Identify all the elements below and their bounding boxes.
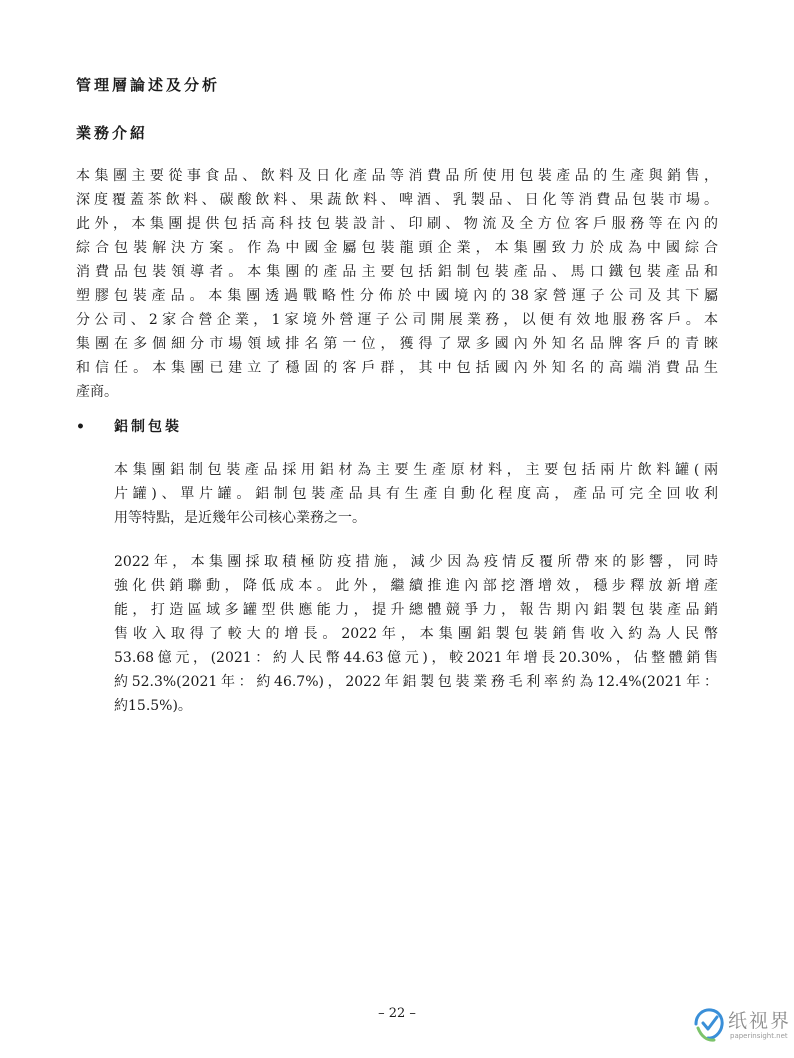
paragraph-line: 綜合包裝解決方案。作為中國金屬包裝龍頭企業，本集團致力於成為中國綜合 [76, 240, 718, 256]
paragraph-line: 售收入取得了較大的增長。2022年，本集團鋁製包裝銷售收入約為人民幣 [114, 626, 718, 642]
paragraph-line: 53.68億元，(2021：約人民幣44.63億元)，較2021年增長20.30%，佔整體銷售 [114, 650, 718, 666]
page-number: – 22 – [378, 1006, 416, 1021]
paragraph-line: 2022年，本集團採取積極防疫措施，減少因為疫情反覆所帶來的影響，同時 [114, 554, 718, 570]
paragraph-line: 約15.5%)。 [114, 698, 192, 714]
watermark [692, 1004, 792, 1050]
bullet-heading: 鋁制包裝 [114, 419, 182, 435]
paragraph-line: 此外，本集團提供包括高科技包裝設計、印刷、物流及全方位客戶服務等在內的 [76, 216, 718, 232]
page-heading: 管理層論述及分析 [76, 76, 221, 94]
paragraph-line: 用等特點，是近幾年公司核心業務之一。 [114, 510, 366, 526]
paragraph-line: 約52.3%(2021年：約46.7%)，2022年鋁製包裝業務毛利率約為12.4%(2021年： [114, 674, 718, 690]
paragraph-line: 和信任。本集團已建立了穩固的客戶群，其中包括國內外知名的高端消費品生 [76, 360, 718, 376]
watermark-title: 纸视界 [728, 1010, 792, 1032]
paragraph-line: 產商。 [76, 384, 118, 400]
paper-insight-logo-icon [692, 1006, 726, 1046]
paragraph-line: 消費品包裝領導者。本集團的產品主要包括鋁制包裝產品、馬口鐵包裝產品和 [76, 264, 718, 280]
aluminum-packaging-paragraph-1 [114, 458, 718, 530]
paragraph-line: 能，打造區域多罐型供應能力，提升總體競爭力，報告期內鋁製包裝產品銷 [114, 602, 718, 618]
bullet-heading-row [76, 414, 182, 438]
intro-paragraph [76, 164, 718, 404]
bullet-icon: • [76, 419, 85, 435]
section-heading: 業務介紹 [76, 124, 149, 142]
paragraph-line: 本集團鋁制包裝產品採用鋁材為主要生產原材料，主要包括兩片飲料罐(兩 [114, 462, 718, 478]
paragraph-line: 強化供銷聯動，降低成本。此外，繼續推進內部挖潛增效，穩步釋放新增產 [114, 578, 718, 594]
paragraph-line: 塑膠包裝產品。本集團透過戰略性分佈於中國境內的38家營運子公司及其下屬 [76, 288, 718, 304]
watermark-url: paperinsight.net [730, 1032, 788, 1040]
paragraph-line: 片罐)、單片罐。鋁制包裝產品具有生產自動化程度高，產品可完全回收利 [114, 486, 718, 502]
paragraph-line: 深度覆蓋茶飲料、碳酸飲料、果蔬飲料、啤酒、乳製品、日化等消費品包裝市場。 [76, 192, 718, 208]
paragraph-line: 分公司、2家合營企業，1家境外營運子公司開展業務，以便有效地服務客戶。本 [76, 312, 718, 328]
paragraph-line: 本集團主要從事食品、飲料及日化產品等消費品所使用包裝產品的生產與銷售， [76, 168, 718, 184]
aluminum-packaging-paragraph-2 [114, 550, 718, 718]
paragraph-line: 集團在多個細分市場領域排名第一位，獲得了眾多國內外知名品牌客戶的青睞 [76, 336, 718, 352]
